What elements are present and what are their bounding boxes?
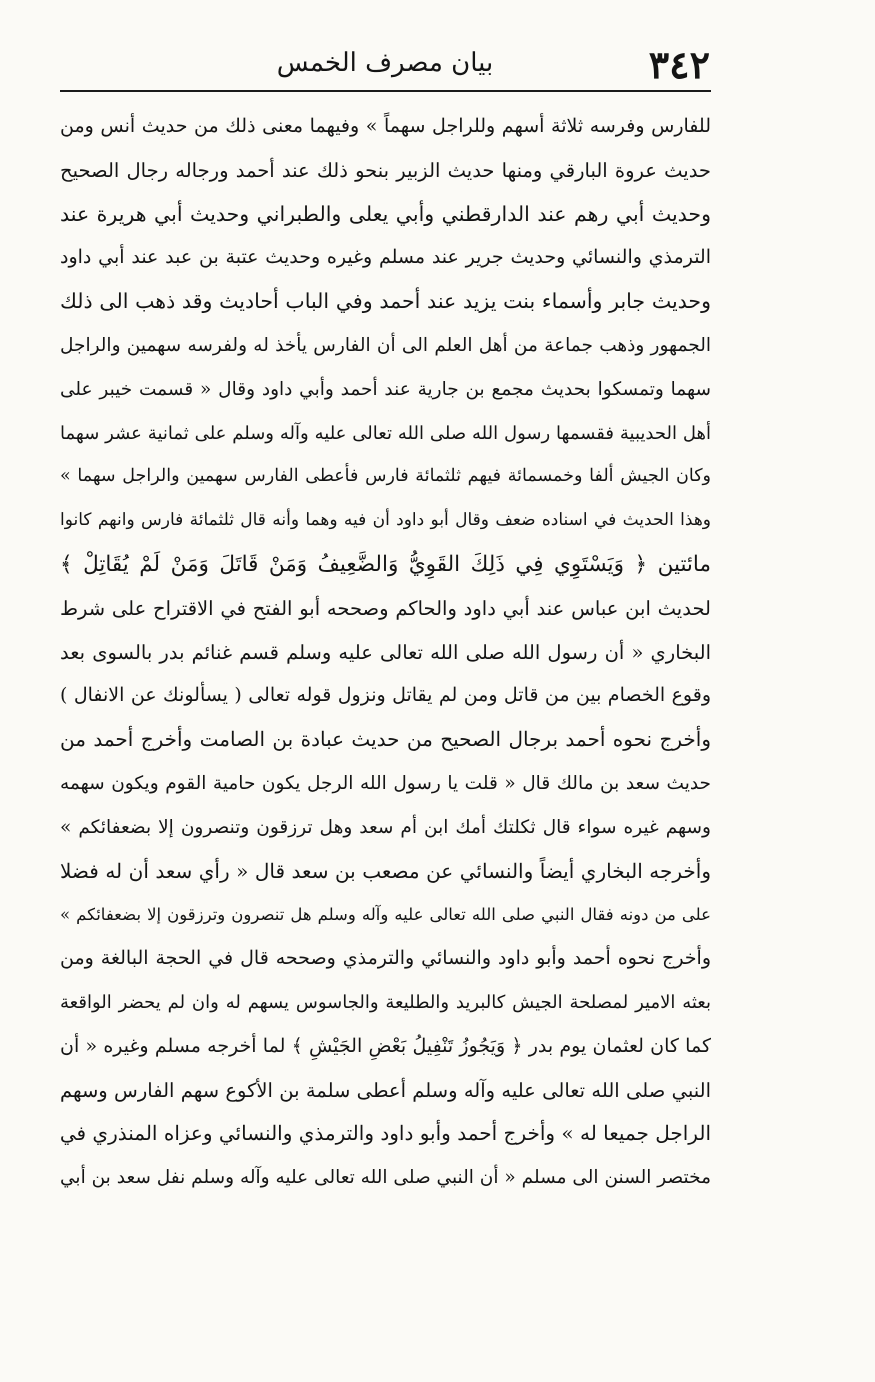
page-number: ٣٤٢ bbox=[648, 42, 710, 87]
text-line: مائتين ﴿ وَيَسْتَوِي فِي ذَلِكَ القَوِيُّ وَالضَّعِيفُ وَمَنْ قَاتَلَ وَمَنْ لَمْ يُقَاتِلْ ﴾ bbox=[60, 551, 711, 577]
text-line: للفارس وفرسه ثلاثة أسهم وللراجل سهماً » وفيهما معنى ذلك من حديث أنس ومن bbox=[60, 115, 711, 137]
text-line: بعثه الامير لمصلحة الجيش كالبريد والطليعة والجاسوس يسهم له وان لم يحضر الواقعة bbox=[60, 991, 711, 1013]
body-text bbox=[60, 105, 711, 1200]
text-line: لحديث ابن عباس عند أبي داود والحاكم وصححه أبو الفتح في الاقتراح على شرط bbox=[60, 596, 711, 620]
text-line: وحديث أبي رهم عند الدارقطني وأبي يعلى والطبراني وحديث أبي هريرة عند bbox=[60, 201, 711, 226]
text-line: البخاري « أن رسول الله صلى الله تعالى عليه وسلم قسم غنائم بدر بالسوى بعد bbox=[60, 640, 711, 664]
text-line: وقوع الخصام بين من قاتل ومن لم يقاتل ونزول قوله تعالى ( يسألونك عن الانفال ) bbox=[60, 684, 711, 707]
header-rule bbox=[60, 90, 711, 92]
text-line: وهذا الحديث في اسناده ضعف وقال أبو داود أن فيه وهما وأنه قال ثلثمائة فارس وانهم كانوا bbox=[60, 510, 711, 531]
text-line: أهل الحديبية فقسمها رسول الله صلى الله تعالى عليه وآله وسلم على ثمانية عشر سهما bbox=[60, 422, 711, 444]
text-line: حديث عروة البارقي ومنها حديث الزبير بنحو ذلك عند أحمد ورجاله رجال الصحيح bbox=[60, 158, 711, 182]
text-line: كما كان لعثمان يوم بدر ﴿ وَيَجُوزُ تَنْفِيلُ بَعْضِ الجَيْشِ ﴾ لما أخرجه مسلم وغيره « أن bbox=[60, 1034, 711, 1057]
page-header bbox=[60, 40, 710, 90]
text-line: مختصر السنن الى مسلم « أن النبي صلى الله تعالى عليه وآله وسلم نفل سعد بن أبي bbox=[60, 1167, 711, 1189]
text-line: الترمذي والنسائي وحديث جرير عند مسلم وغيره وحديث عتبة بن عبد عند أبي داود bbox=[60, 246, 711, 269]
text-line: الراجل جميعا له » وأخرج أحمد وأبو داود والترمذي والنسائي وعزاه المنذري في bbox=[60, 1121, 711, 1146]
text-line: وأخرجه البخاري أيضاً والنسائي عن مصعب بن سعد قال « رأي سعد أن له فضلا bbox=[60, 858, 711, 883]
running-title: بيان مصرف الخمس bbox=[276, 48, 494, 78]
text-line: وأخرج نحوه أحمد وأبو داود والنسائي والترمذي وصححه قال في الحجة البالغة ومن bbox=[60, 947, 711, 970]
text-line: وكان الجيش ألفا وخمسمائة فيهم ثلثمائة فارس فأعطى الفارس سهمين والراجل سهما » bbox=[60, 466, 711, 487]
text-line: حديث سعد بن مالك قال « قلت يا رسول الله الرجل يكون حامية القوم ويكون سهمه bbox=[60, 772, 711, 794]
text-line: وسهم غيره سواء قال ثكلتك أمك ابن أم سعد وهل ترزقون وتنصرون إلا بضعفائكم » bbox=[60, 816, 711, 838]
text-line: سهما وتمسكوا بحديث مجمع بن جارية عند أحمد وأبي داود وقال « قسمت خيبر على bbox=[60, 378, 711, 400]
text-line: وحديث جابر وأسماء بنت يزيد عند أحمد وفي الباب أحاديث وقد ذهب الى ذلك bbox=[60, 289, 711, 314]
text-line: وأخرج نحوه أحمد برجال الصحيح من حديث عبادة بن الصامت وأخرج أحمد من bbox=[60, 727, 711, 752]
text-line: النبي صلى الله تعالى عليه وآله وسلم أعطى سلمة بن الأكوع سهم الفارس وسهم bbox=[60, 1078, 711, 1102]
text-line: على من دونه فقال النبي صلى الله تعالى عليه وآله وسلم هل تنصرون وترزقون إلا بضعفائكم » bbox=[60, 905, 711, 925]
text-line: الجمهور وذهب جماعة من أهل العلم الى أن الفارس يأخذ له ولفرسه سهمين والراجل bbox=[60, 334, 711, 356]
